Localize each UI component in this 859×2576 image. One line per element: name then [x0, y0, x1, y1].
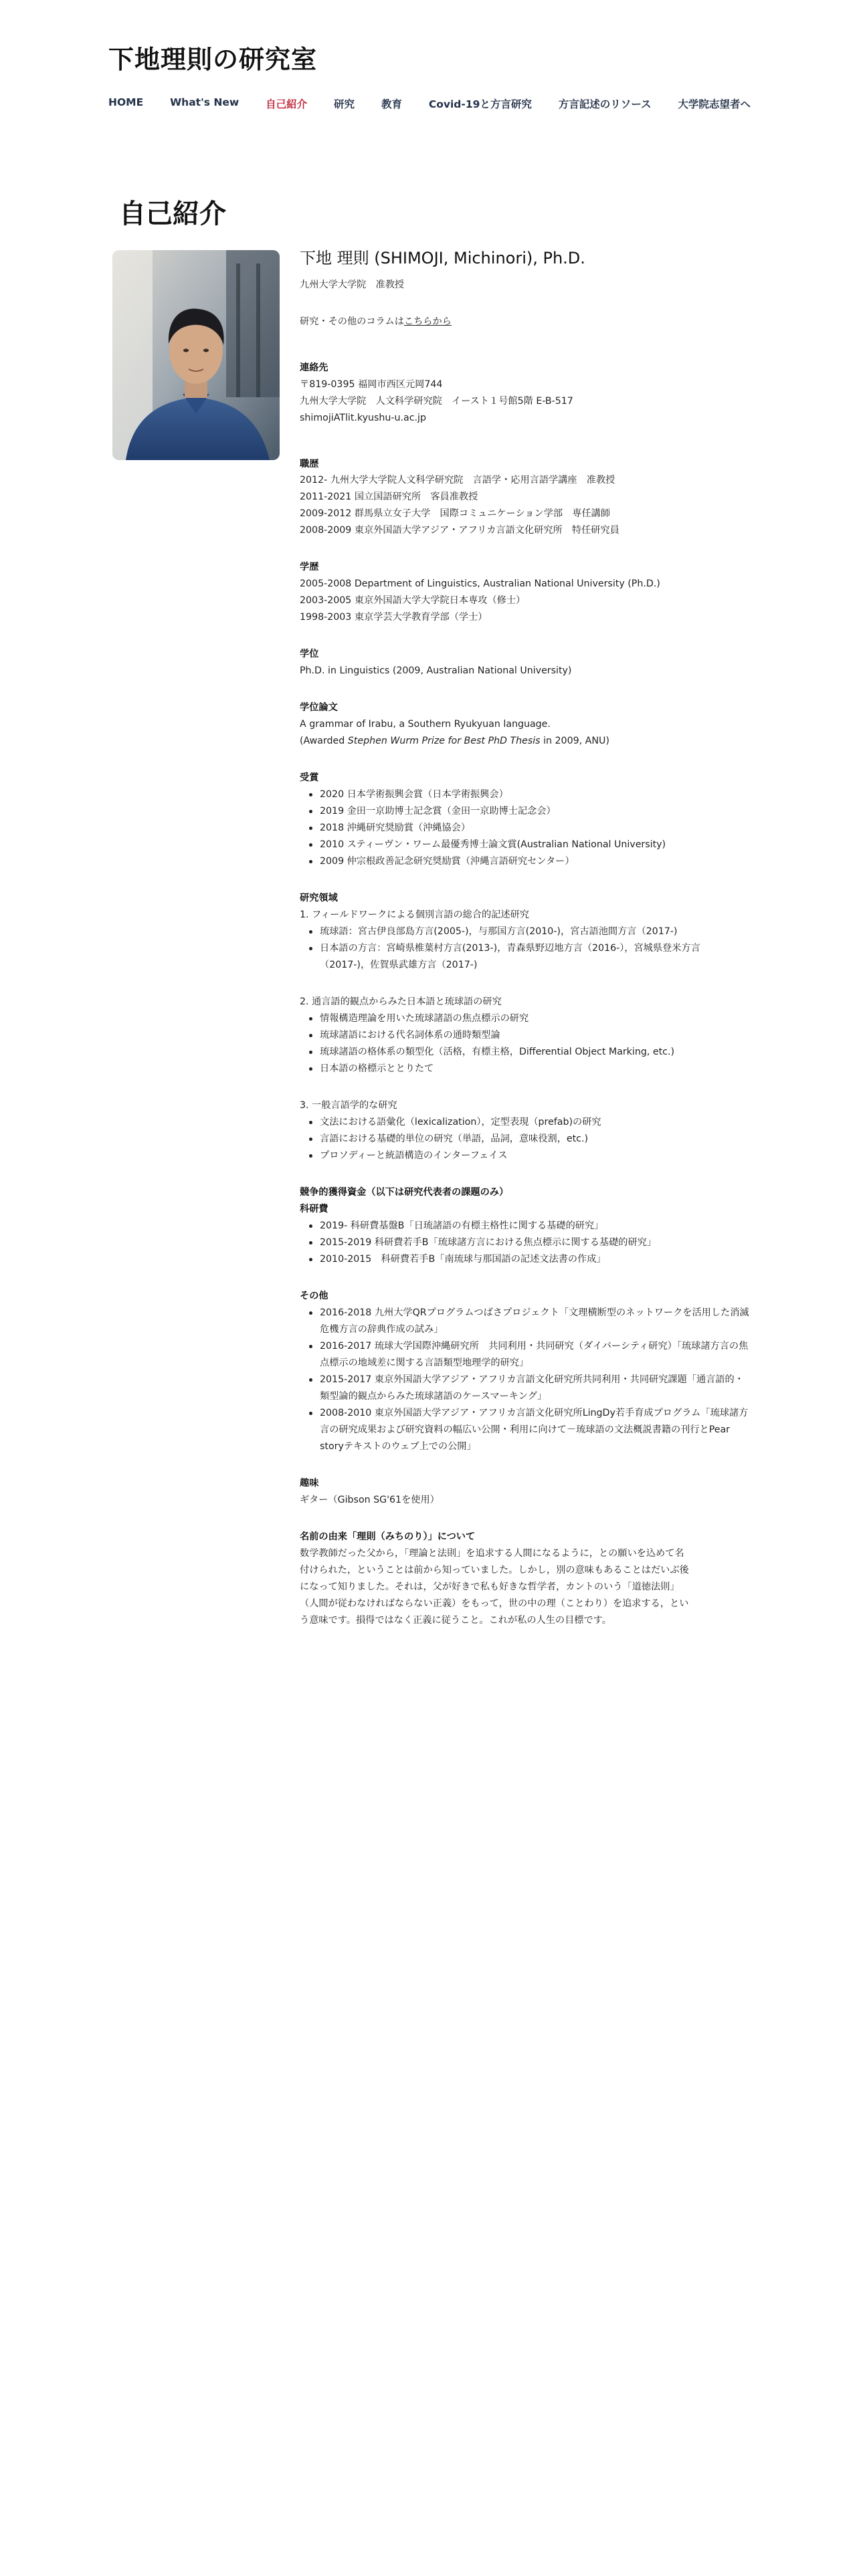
name-origin-line: う意味です。損得ではなく正義に従うこと。これが私の人生の目標です。 — [300, 1614, 611, 1626]
thesis-title: A grammar of Irabu, a Southern Ryukyuan language. — [300, 719, 551, 730]
nav-dialect-resources[interactable]: 方言記述のリソース — [558, 98, 652, 110]
contact-office: 九州大学大学院 人文科学研究院 イースト１号館5階 E-B-517 — [300, 395, 573, 407]
thesis-award — [300, 733, 749, 750]
name-origin-line: （人間が従わなければならない正義）をもって，世の中の理（ことわり）を追求する，とい — [300, 1598, 689, 1609]
award-item: 2018 沖縄研究奨励賞（沖縄協会） — [300, 820, 749, 837]
education-line: 1998-2003 東京学芸大学教育学部（学士） — [300, 612, 488, 623]
profile-position: 九州大学大学院 准教授 — [300, 279, 405, 290]
funding-subheading: 科研費 — [300, 1203, 328, 1214]
research-item: 日本語の方言：宮崎県椎葉村方言(2013-)，青森県野辺地方言（2016-），宮城県登米方言（2017-)，佐賀県武雄方言（2017-) — [300, 940, 749, 974]
degree-heading: 学位 — [300, 649, 319, 660]
education-heading: 学歴 — [300, 562, 319, 573]
research-heading: 研究領域 — [300, 893, 338, 904]
award-item: 2010 スティーヴン・ワーム最優秀博士論文賞(Australian National University) — [300, 837, 749, 853]
research-item: プロソディーと統語構造のインターフェイス — [300, 1148, 749, 1164]
award-item: 2020 日本学術振興会賞（日本学術振興会） — [300, 786, 749, 803]
contact-heading: 連絡先 — [300, 362, 328, 373]
main-nav — [108, 96, 751, 111]
nav-home[interactable]: HOME — [108, 96, 144, 108]
research-item: 情報構造理論を用いた琉球諸語の焦点標示の研究 — [300, 1010, 749, 1027]
career-line: 2012- 九州大学大学院人文科学研究院 言語学・応用言語学講座 准教授 — [300, 475, 615, 486]
profile-content — [300, 247, 749, 1629]
other-item: 2016-2017 琉球大学国際沖縄研究所 共同利用・共同研究（ダイバーシティ研究）「琉球諸方言の焦点標示の地域差に関する言語類型地理学的研究」 — [300, 1338, 749, 1372]
research-item: 日本語の格標示ととりたて — [300, 1061, 749, 1077]
site-title[interactable]: 下地理則の研究室 — [108, 45, 318, 74]
research-group-list — [300, 1010, 749, 1077]
degree-line: Ph.D. in Linguistics (2009, Australian National University) — [300, 665, 572, 677]
thesis-award-prefix: (Awarded — [300, 736, 348, 747]
research-group-title: 1. フィールドワークによる個別言語の総合的記述研究 — [300, 909, 529, 921]
research-item: 琉球語：宮古伊良部島方言(2005-)，与那国方言(2010-)，宮古語池間方言（2017-) — [300, 924, 749, 940]
career-heading: 職歴 — [300, 458, 319, 469]
funding-heading: 競争的獲得資金（以下は研究代表者の課題のみ） — [300, 1186, 509, 1198]
hobby-line: ギター（Gibson SG'61を使用） — [300, 1494, 440, 1505]
funding-item: 2019- 科研費基盤B「日琉諸語の有標主格性に関する基礎的研究」 — [300, 1218, 749, 1235]
page-heading: 自己紹介 — [119, 199, 226, 229]
hobby-heading: 趣味 — [300, 1477, 319, 1489]
nav-covid19-dialect[interactable]: Covid-19と方言研究 — [428, 98, 532, 110]
career-line: 2011-2021 国立国語研究所 客員准教授 — [300, 492, 478, 503]
contact-address: 〒819-0395 福岡市西区元岡744 — [300, 379, 443, 390]
funding-item: 2015-2019 科研費若手B「琉球諸方言における焦点標示に関する基礎的研究」 — [300, 1235, 749, 1251]
award-item: 2019 金田一京助博士記念賞（金田一京助博士記念会） — [300, 803, 749, 820]
research-item: 言語における基礎的単位の研究（単語，品詞，意味役割，etc.) — [300, 1131, 749, 1148]
nav-research[interactable]: 研究 — [334, 98, 355, 110]
research-item: 琉球諸語における代名詞体系の通時類型論 — [300, 1027, 749, 1044]
other-item: 2008-2010 東京外国語大学アジア・アフリカ言語文化研究所LingDy若手育成プログラム「琉球諸方言の研究成果および研究資料の幅広い公開・利用に向けて－琉球語の文法概説書籍の刊行とPear storyテキストのウェブ上での公開」 — [300, 1405, 749, 1455]
award-item: 2009 仲宗根政善記念研究奨励賞（沖縄言語研究センター） — [300, 853, 749, 870]
other-heading: その他 — [300, 1290, 328, 1301]
awards-heading: 受賞 — [300, 772, 319, 784]
funding-item: 2010-2015 科研費若手B「南琉球与那国語の記述文法書の作成」 — [300, 1251, 749, 1268]
nav-self-introduction[interactable]: 自己紹介 — [266, 98, 308, 110]
career-line: 2009-2012 群馬県立女子大学 国際コミュニケーション学部 専任講師 — [300, 508, 611, 520]
name-origin-line: 数学教師だった父から，「理論と法則」を追求する人間になるように，との願いを込めて名 — [300, 1547, 684, 1559]
name-origin-heading: 名前の由来「理則（みちのり）」について — [300, 1531, 476, 1542]
contact-email: shimojiATlit.kyushu-u.ac.jp — [300, 412, 426, 423]
profile-name: 下地 理則 (SHIMOJI, Michinori), Ph.D. — [300, 249, 585, 267]
column-line — [300, 314, 749, 330]
column-link[interactable]: こちらから — [403, 316, 452, 327]
thesis-award-suffix: in 2009, ANU) — [540, 736, 609, 747]
research-group-list — [300, 1114, 749, 1164]
name-origin-line: 付けられた，ということは前から知っていました。しかし，別の意味もあることはだいぶ後 — [300, 1564, 689, 1576]
awards-list — [300, 786, 749, 870]
nav-education[interactable]: 教育 — [381, 98, 402, 110]
career-line: 2008-2009 東京外国語大学アジア・アフリカ言語文化研究所 特任研究員 — [300, 525, 619, 536]
other-item: 2015-2017 東京外国語大学アジア・アフリカ言語文化研究所共同利用・共同研究課題「通言語的・類型論的観点からみた琉球諸語のケースマーキング」 — [300, 1372, 749, 1405]
research-item: 琉球諸語の格体系の類型化（活格，有標主格，Differential Object Marking, etc.) — [300, 1044, 749, 1061]
education-line: 2005-2008 Department of Linguistics, Australian National University (Ph.D.) — [300, 578, 660, 590]
thesis-heading: 学位論文 — [300, 702, 338, 714]
profile-photo — [112, 250, 280, 460]
research-group-list — [300, 924, 749, 974]
other-list — [300, 1305, 749, 1455]
research-item: 文法における語彙化（lexicalization），定型表現（prefab)の研究 — [300, 1114, 749, 1131]
research-group-title: 3. 一般言語学的な研究 — [300, 1100, 397, 1111]
column-prefix: 研究・その他のコラムは — [300, 316, 404, 327]
nav-graduate-applicants[interactable]: 大学院志望者へ — [678, 98, 751, 110]
other-item: 2016-2018 九州大学QRプログラムつばさプロジェクト「文理横断型のネットワークを活用した消滅危機方言の辞典作成の試み」 — [300, 1305, 749, 1338]
nav-whats-new[interactable]: What's New — [170, 96, 240, 108]
funding-list — [300, 1218, 749, 1268]
research-group-title: 2. 通言語的観点からみた日本語と琉球語の研究 — [300, 996, 502, 1008]
thesis-award-name: Stephen Wurm Prize for Best PhD Thesis — [347, 736, 541, 747]
name-origin-line: になって知りました。それは，父が好きで私も好きな哲学者，カントのいう「道徳法則」 — [300, 1581, 680, 1592]
education-line: 2003-2005 東京外国語大学大学院日本専攻（修士） — [300, 595, 526, 607]
